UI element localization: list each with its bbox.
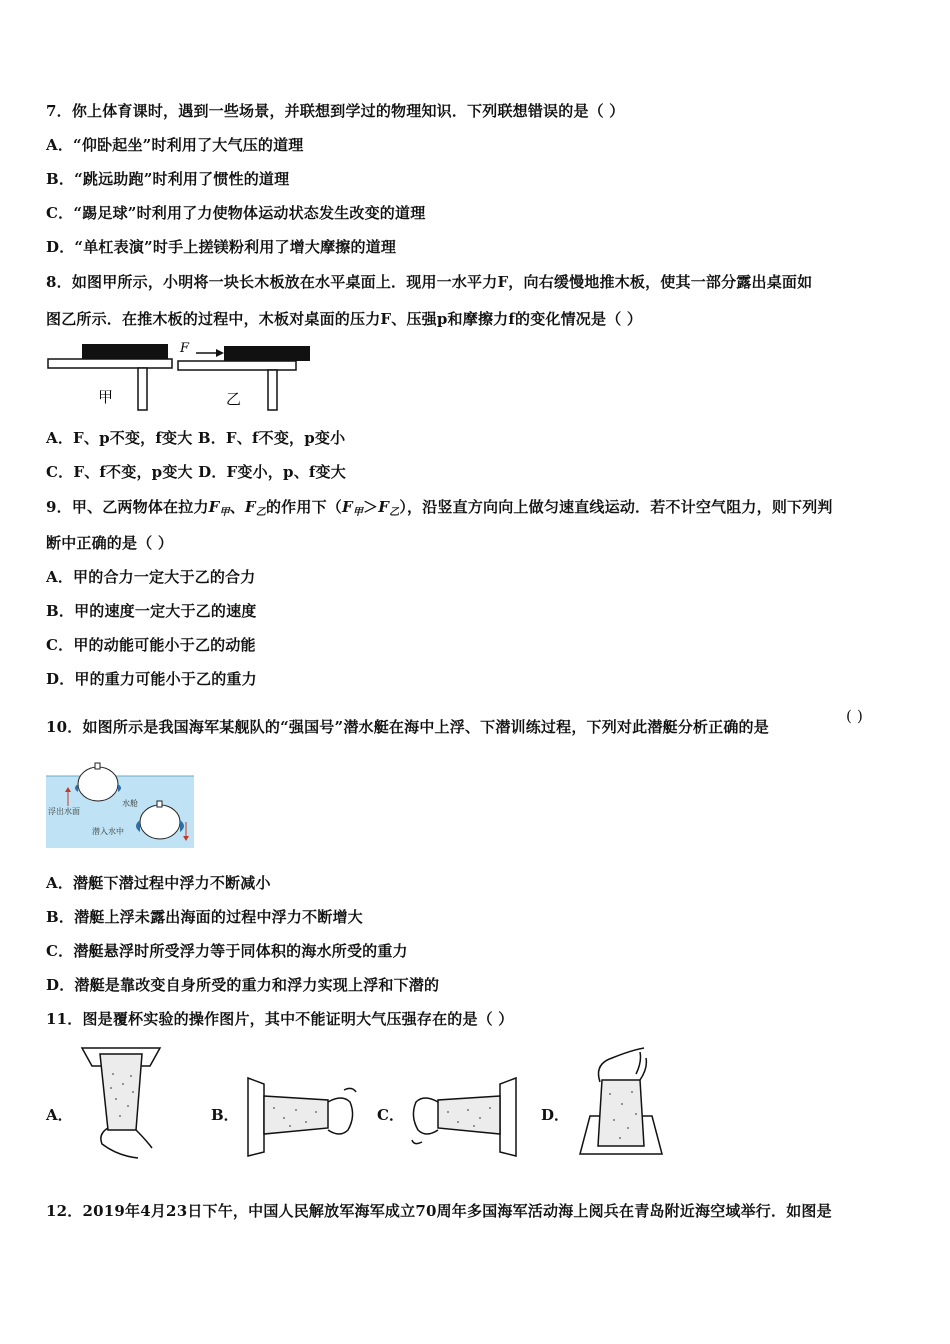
q8-stem-line2: 图乙所示．在推木板的过程中，木板对桌面的压力F、压强p和摩擦力f的变化情况是（ ） xyxy=(46,310,643,328)
q11-cup-figure-c xyxy=(408,1072,520,1158)
q9-stem-c: ），沿竖直方向向上做匀速直线运动．若不计空气阻力，则下列判 xyxy=(399,498,833,516)
q7-option-c: C．“踢足球”时利用了力使物体运动状态发生改变的道理 xyxy=(46,204,426,222)
q7-option-d: D．“单杠表演”时手上搓镁粉利用了增大摩擦的道理 xyxy=(46,238,397,256)
q9-option-c: C．甲的动能可能小于乙的动能 xyxy=(46,636,256,654)
label-float-out: 浮出水面 xyxy=(48,807,80,816)
label-dive-in: 潜入水中 xyxy=(92,827,124,836)
q11-cup-figure-a xyxy=(78,1044,164,1160)
q10-stem: 10．如图所示是我国海军某舰队的“强国号”潜水艇在海中上浮、下潜训练过程，下列对此潜艇分析正确的是 xyxy=(46,718,769,736)
q9-sub-jia-2: 甲 xyxy=(352,507,364,518)
q9-f-jia-2: F xyxy=(341,498,353,516)
q9-option-b: B．甲的速度一定大于乙的速度 xyxy=(46,602,257,620)
q9-stem-b: 的作用下（ xyxy=(265,498,342,516)
q10-option-a: A．潜艇下潜过程中浮力不断减小 xyxy=(46,874,271,892)
q8-options-line2: C．F、f不变，p变大 D．F变小，p、f变大 xyxy=(46,463,346,481)
q10-paren: ( ) xyxy=(846,707,864,725)
q9-sub-yi-2: 乙 xyxy=(389,507,400,518)
q9-stem-line1 xyxy=(46,497,833,523)
q9-sub-yi: 乙 xyxy=(255,507,266,518)
q11-option-b-label: B． xyxy=(211,1106,239,1124)
q9-option-d: D．甲的重力可能小于乙的重力 xyxy=(46,670,257,688)
q7-stem: 7．你上体育课时，遇到一些场景，并联想到学过的物理知识．下列联想错误的是（ ） xyxy=(46,102,625,120)
figure-yi xyxy=(178,341,310,410)
q7-option-b: B．“跳远助跑”时利用了惯性的道理 xyxy=(46,170,290,188)
figure-jia xyxy=(48,344,172,410)
q11-option-d-label: D． xyxy=(541,1106,570,1124)
q12-stem: 12．2019年4月23日下午，中国人民解放军海军成立70周年多国海军活动海上阅兵在青岛附近海空域举行．如图是 xyxy=(46,1202,832,1220)
q9-f-jia: F xyxy=(208,498,220,516)
q8-options-line1: A．F、p不变，f变大 B．F、f不变，p变小 xyxy=(46,429,346,447)
label-jia: 甲 xyxy=(98,388,114,406)
q10-option-c: C．潜艇悬浮时所受浮力等于同体积的海水所受的重力 xyxy=(46,942,408,960)
q9-sep: 、 xyxy=(229,498,245,516)
q11-option-c-label: C． xyxy=(377,1106,404,1124)
q9-stem-line2: 断中正确的是（ ） xyxy=(46,534,174,552)
force-label: F xyxy=(180,341,190,356)
q11-option-a-label: A． xyxy=(46,1106,73,1124)
q10-submarine-figure xyxy=(46,760,194,848)
q8-board-figure xyxy=(46,340,316,416)
q11-cup-figure-b xyxy=(244,1072,360,1158)
q10-option-d: D．潜艇是靠改变自身所受的重力和浮力实现上浮和下潜的 xyxy=(46,976,440,994)
q9-f-yi: F xyxy=(244,498,256,516)
label-yi: 乙 xyxy=(226,390,242,408)
q9-gt: ＞ xyxy=(363,498,379,516)
q9-option-a: A．甲的合力一定大于乙的合力 xyxy=(46,568,256,586)
q8-stem-line1: 8．如图甲所示，小明将一块长木板放在水平桌面上．现用一水平力F，向右缓慢地推木板，使其一部分露出桌面如 xyxy=(46,273,813,291)
q9-f-yi-2: F xyxy=(378,498,390,516)
q11-stem: 11．图是覆杯实验的操作图片，其中不能证明大气压强存在的是（ ） xyxy=(46,1010,514,1028)
q9-stem-a: 9．甲、乙两物体在拉力 xyxy=(46,498,209,516)
label-water-tank: 水舱 xyxy=(122,799,138,808)
q11-cup-figure-d xyxy=(576,1044,668,1158)
q10-option-b: B．潜艇上浮未露出海面的过程中浮力不断增大 xyxy=(46,908,363,926)
q9-sub-jia: 甲 xyxy=(219,507,230,518)
q7-option-a: A．“仰卧起坐”时利用了大气压的道理 xyxy=(46,136,304,154)
